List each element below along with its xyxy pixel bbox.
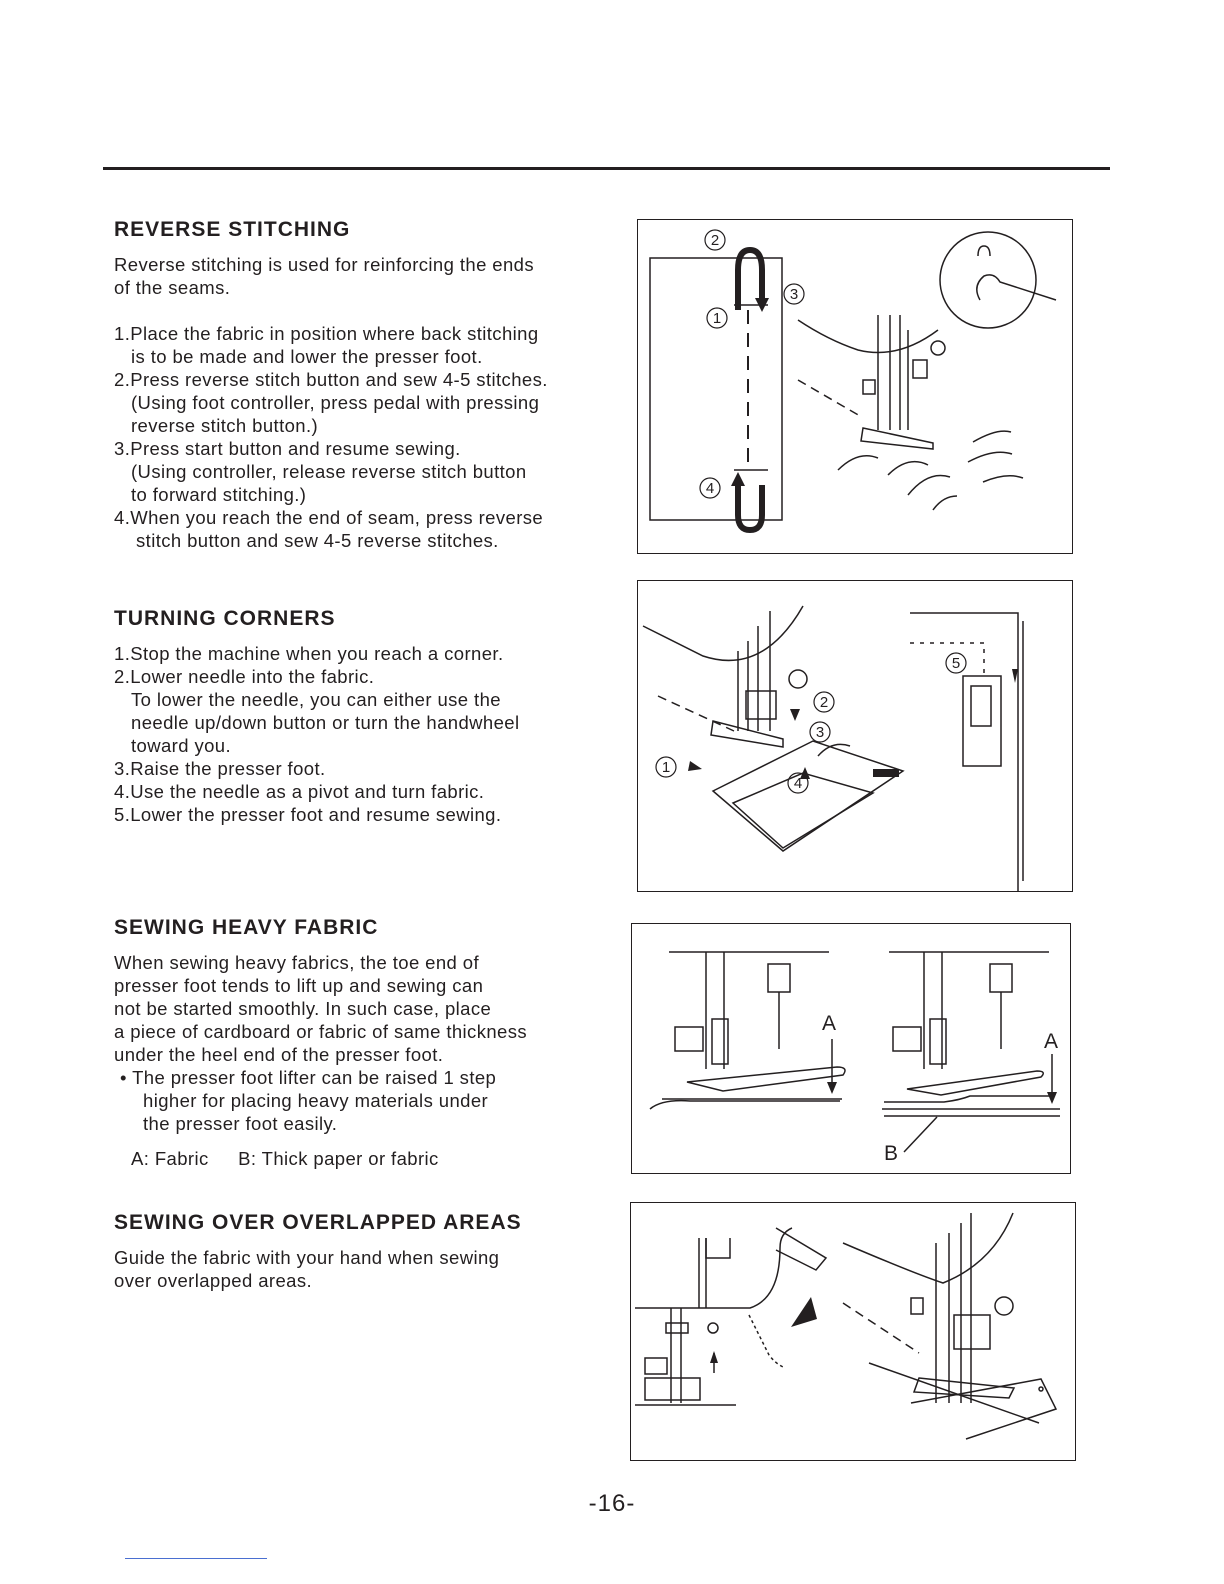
legend-b: B: Thick paper or fabric [238,1148,439,1169]
callout-1: 1 [661,759,671,776]
step-item [114,506,624,552]
footer-line [125,1558,267,1559]
callout-2: 2 [710,232,720,249]
section-title: TURNING CORNERS [114,607,336,630]
page-number: -16- [588,1490,636,1517]
step-text: 1.Stop the machine when you reach a corner. [114,643,504,664]
step-text: 5.Lower the presser foot and resume sewing. [114,804,502,825]
step-item [114,803,624,826]
step-text: To lower the needle, you can either use the [131,689,501,710]
step-text: to forward stitching.) [131,484,307,505]
section-overlapped-areas [114,1210,624,1292]
callout-3: 3 [815,724,825,741]
step-text: 4.When you reach the end of seam, press reverse [114,507,544,528]
callout-4: 4 [705,480,715,497]
overlapped-areas-illustration [631,1203,1075,1460]
figure-heavy-fabric [631,923,1071,1174]
intro-line: a piece of cardboard or fabric of same thickness [114,1021,528,1042]
callout-1: 1 [712,310,722,327]
intro-line: over overlapped areas. [114,1270,313,1291]
label-b: B [884,1142,899,1165]
section-title: REVERSE STITCHING [114,218,351,241]
intro-line: of the seams. [114,277,231,298]
callout-2: 2 [819,694,829,711]
step-item [114,437,624,506]
step-text: (Using foot controller, press pedal with pressing [131,392,540,413]
step-text: (Using controller, release reverse stitch button [131,461,527,482]
label-a: A [822,1012,837,1035]
section-title: SEWING OVER OVERLAPPED AREAS [114,1211,522,1234]
step-item [114,757,624,780]
step-item [114,322,624,368]
turning-corners-illustration [638,581,1072,891]
step-text: reverse stitch button.) [131,415,319,436]
bullet-text: higher for placing heavy materials under [143,1090,489,1111]
step-text: stitch button and sew 4-5 reverse stitches. [136,530,499,551]
step-text: toward you. [131,735,232,756]
bullet-text: the presser foot easily. [143,1113,338,1134]
step-text: 1.Place the fabric in position where back stitching [114,323,539,344]
section-heavy-fabric [114,915,624,1170]
steps-list [114,642,624,826]
figure-turning-corners [637,580,1073,892]
heavy-fabric-illustration [632,924,1070,1173]
intro-line: Reverse stitching is used for reinforcing the ends [114,254,535,275]
bullet-dot-icon: • [120,1067,127,1088]
callout-3: 3 [789,286,799,303]
step-item [114,780,624,803]
note-bullet [114,1066,624,1135]
intro-line: not be started smoothly. In such case, place [114,998,492,1019]
intro-line: presser foot tends to lift up and sewing can [114,975,484,996]
steps-list [114,322,624,552]
callout-4: 4 [793,775,803,792]
step-item [114,665,624,757]
intro-line: Guide the fabric with your hand when sewing [114,1247,500,1268]
figure-legend [114,1147,624,1170]
section-turning-corners [114,606,624,826]
section-reverse-stitching [114,217,624,552]
step-text: 3.Raise the presser foot. [114,758,326,779]
intro-line: When sewing heavy fabrics, the toe end of [114,952,480,973]
step-item [114,368,624,437]
label-a: A [1044,1030,1059,1053]
intro-line: under the heel end of the presser foot. [114,1044,444,1065]
bullet-text: The presser foot lifter can be raised 1 step [132,1067,497,1088]
step-text: 2.Press reverse stitch button and sew 4-5 stitches. [114,369,548,390]
section-title: SEWING HEAVY FABRIC [114,916,379,939]
callout-5: 5 [951,655,961,672]
figure-reverse-stitching [637,219,1073,554]
legend-a: A: Fabric [131,1148,209,1169]
step-text: is to be made and lower the presser foot. [131,346,483,367]
figure-overlapped-areas [630,1202,1076,1461]
reverse-stitch-illustration [638,220,1072,553]
step-text: 4.Use the needle as a pivot and turn fabric. [114,781,485,802]
step-item [114,642,624,665]
header-rule [103,167,1110,170]
step-text: needle up/down button or turn the handwheel [131,712,520,733]
step-text: 3.Press start button and resume sewing. [114,438,461,459]
step-text: 2.Lower needle into the fabric. [114,666,375,687]
